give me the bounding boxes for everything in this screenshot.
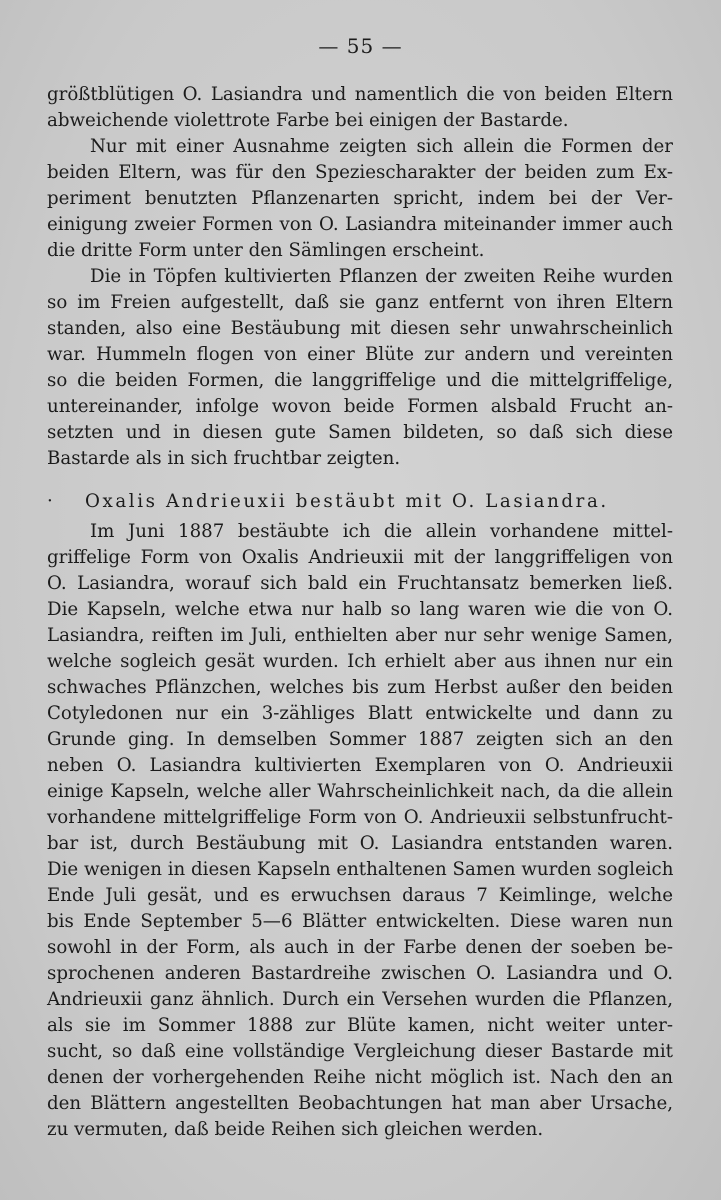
text-line: sprochenen anderen Bastardreihe zwischen O. Lasiandra und O. — [47, 963, 673, 984]
text-line: einige Kapseln, welche aller Wahrscheinlichkeit nach, da die allein — [47, 781, 673, 802]
text-line: zu vermuten, daß beide Reihen sich gleichen werden. — [47, 1119, 544, 1140]
text-line: standen, also eine Bestäubung mit diesen sehr unwahrscheinlich — [47, 318, 673, 339]
text-line: setzten und in diesen gute Samen bildeten, so daß sich diese — [47, 422, 673, 443]
text-line: Grunde ging. In demselben Sommer 1887 zeigten sich an den — [47, 729, 673, 750]
text-line: als sie im Sommer 1888 zur Blüte kamen, nicht weiter unter- — [47, 1015, 673, 1036]
text-line: Cotyledonen nur ein 3-zähliges Blatt entwickelte und dann zu — [47, 703, 673, 724]
text-line: vorhandene mittelgriffelige Form von O. Andrieuxii selbstunfrucht- — [47, 807, 673, 828]
text-line: schwaches Pflänzchen, welches bis zum Herbst außer den beiden — [47, 677, 673, 698]
text-line: neben O. Lasiandra kultivierten Exemplaren von O. Andrieuxii — [47, 755, 673, 776]
text-line: griffelige Form von Oxalis Andrieuxii mit der langgriffeligen von — [47, 547, 673, 568]
text-line: Nur mit einer Ausnahme zeigten sich allein die Formen der — [90, 136, 673, 157]
text-line: so im Freien aufgestellt, daß sie ganz entfernt von ihren Eltern — [47, 292, 673, 313]
page-number: — 55 — — [318, 34, 403, 58]
text-line: beiden Eltern, was für den Speziescharakter der beiden zum Ex- — [47, 162, 673, 183]
section-heading — [47, 489, 673, 515]
text-line: Die Kapseln, welche etwa nur halb so lang waren wie die von O. — [47, 599, 673, 620]
text-line: Ende Juli gesät, und es erwuchsen daraus 7 Keimlinge, welche — [47, 885, 673, 906]
text-line: O. Lasiandra, worauf sich bald ein Fruchtansatz bemerken ließ. — [47, 573, 673, 594]
text-line: untereinander, infolge wovon beide Formen alsbald Frucht an- — [47, 396, 673, 417]
text-line: Lasiandra, reiften im Juli, enthielten aber nur sehr wenige Samen, — [47, 625, 673, 646]
text-line: abweichende violettrote Farbe bei einigen der Bastarde. — [47, 110, 569, 131]
text-line: periment benutzten Pflanzenarten spricht, indem bei der Ver- — [47, 188, 673, 209]
text-line: sucht, so daß eine vollständige Vergleichung dieser Bastarde mit — [47, 1041, 673, 1062]
text-line: so die beiden Formen, die langgriffelige und die mittelgriffelige, — [47, 370, 673, 391]
text-line: Die wenigen in diesen Kapseln enthaltenen Samen wurden sogleich — [47, 859, 674, 880]
text-line: bar ist, durch Bestäubung mit O. Lasiandra entstanden waren. — [47, 833, 673, 854]
text-line: welche sogleich gesät wurden. Ich erhielt aber aus ihnen nur ein — [47, 651, 673, 672]
text-line: war. Hummeln flogen von einer Blüte zur andern und vereinten — [47, 344, 673, 365]
heading-marker: · — [47, 491, 53, 512]
text-line: größtblütigen O. Lasiandra und namentlich die von beiden Eltern — [47, 84, 673, 105]
text-line: Andrieuxii ganz ähnlich. Durch ein Versehen wurden die Pflanzen, — [47, 989, 673, 1010]
text-line: bis Ende September 5—6 Blätter entwickelten. Diese waren nun — [47, 911, 673, 932]
text-line: denen der vorhergehenden Reihe nicht möglich ist. Nach den an — [47, 1067, 673, 1088]
text-line: die dritte Form unter den Sämlingen erscheint. — [47, 240, 485, 261]
text-line: Bastarde als in sich fruchtbar zeigten. — [47, 448, 401, 469]
text-line: sowohl in der Form, als auch in der Farbe denen der soeben be- — [47, 937, 673, 958]
text-line: den Blättern angestellten Beobachtungen hat man aber Ursache, — [47, 1093, 673, 1114]
text-line: Die in Töpfen kultivierten Pflanzen der zweiten Reihe wurden — [90, 266, 673, 287]
text-line: Im Juni 1887 bestäubte ich die allein vorhandene mittel- — [90, 521, 673, 542]
heading-text: Oxalis Andrieuxii bestäubt mit O. Lasiandra. — [85, 491, 609, 512]
text-line: einigung zweier Formen von O. Lasiandra miteinander immer auch — [47, 214, 673, 235]
